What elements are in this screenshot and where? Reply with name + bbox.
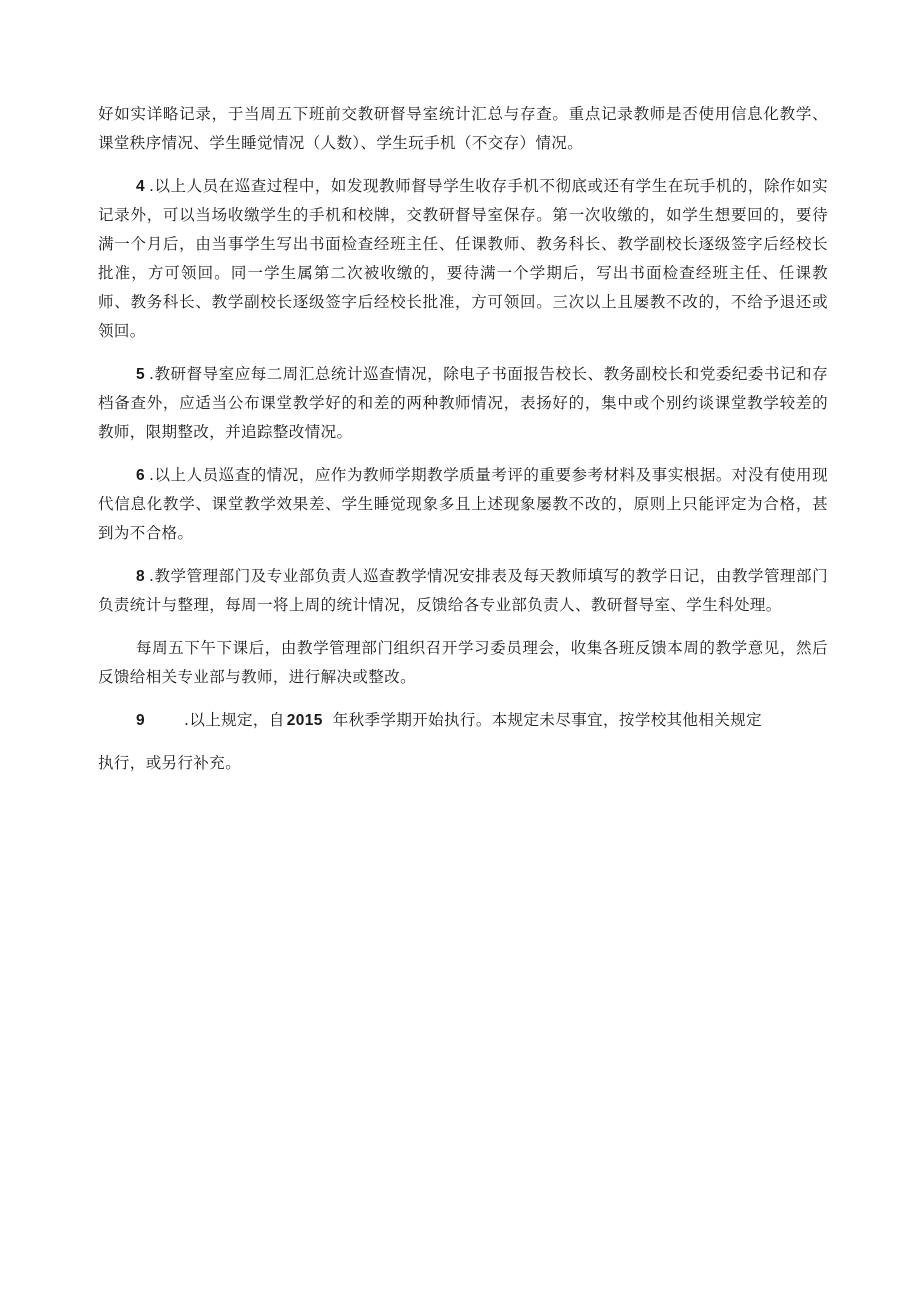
item-number: 8 (136, 568, 146, 585)
paragraph-item-8 (98, 562, 828, 620)
paragraph-text: 执行，或另行补充。 (98, 754, 242, 772)
paragraph-weekly-meeting (98, 634, 828, 692)
paragraph-continued (98, 100, 828, 158)
paragraph-item-9 (98, 706, 828, 735)
paragraph-text: .教研督导室应每二周汇总统计巡查情况，除电子书面报告校长、教务副校长和党委纪委书记和存档备查外，应适当公布课堂教学好的和差的两种教师情况，表扬好的，集中或个别约谈课堂教学较差的教师，限期整改，并追踪整改情况。 (98, 365, 828, 441)
paragraph-text: .以上人员巡查的情况，应作为教师学期教学质量考评的重要参考材料及事实根据。对没有使用现代信息化教学、课堂教学效果差、学生睡觉现象多且上述现象屡教不改的，原则上只能评定为合格，甚到为不合格。 (98, 466, 828, 542)
item-number: 6 (136, 467, 146, 484)
paragraph-text: 好如实详略记录，于当周五下班前交教研督导室统计汇总与存查。重点记录教师是否使用信息化教学、课堂秩序情况、学生睡觉情况（人数）、学生玩手机（不交存）情况。 (98, 105, 828, 152)
item-number: 4 (136, 178, 146, 195)
paragraph-item-6 (98, 461, 828, 548)
paragraph-text: .教学管理部门及专业部负责人巡查教学情况安排表及每天教师填写的教学日记，由教学管理部门负责统计与整理，每周一将上周的统计情况，反馈给各专业部负责人、教研督导室、学生科处理。 (98, 567, 828, 614)
paragraph-item-9-continuation (98, 749, 828, 778)
paragraph-text-a: .以上规定，自 (184, 711, 285, 729)
paragraph-text: 每周五下午下课后，由教学管理部门组织召开学习委员理会，收集各班反馈本周的教学意见，然后反馈给相关专业部与教师，进行解决或整改。 (98, 639, 828, 686)
item-number: 5 (136, 366, 146, 383)
paragraph-item-4 (98, 172, 828, 346)
item-number: 9 (136, 712, 146, 729)
paragraph-text-b: 年秋季学期开始执行。本规定未尽事宜，按学校其他相关规定 (332, 711, 763, 729)
document-body (98, 100, 828, 778)
paragraph-item-5 (98, 360, 828, 447)
paragraph-text: .以上人员在巡查过程中，如发现教师督导学生收存手机不彻底或还有学生在玩手机的，除作如实记录外，可以当场收缴学生的手机和校牌，交教研督导室保存。第一次收缴的，如学生想要回的，要待满一个月后，由当事学生写出书面检查经班主任、任课教师、教务科长、教学副校长逐级签字后经校长批准，方可领回。同一学生属第二次被收缴的，要待满一个学期后，写出书面检查经班主任、任课教师、教务科长、教学副校长逐级签字后经校长批准，方可领回。三次以上且屡教不改的，不给予退还或领回。 (98, 177, 828, 340)
year-number: 2015 (286, 712, 323, 729)
